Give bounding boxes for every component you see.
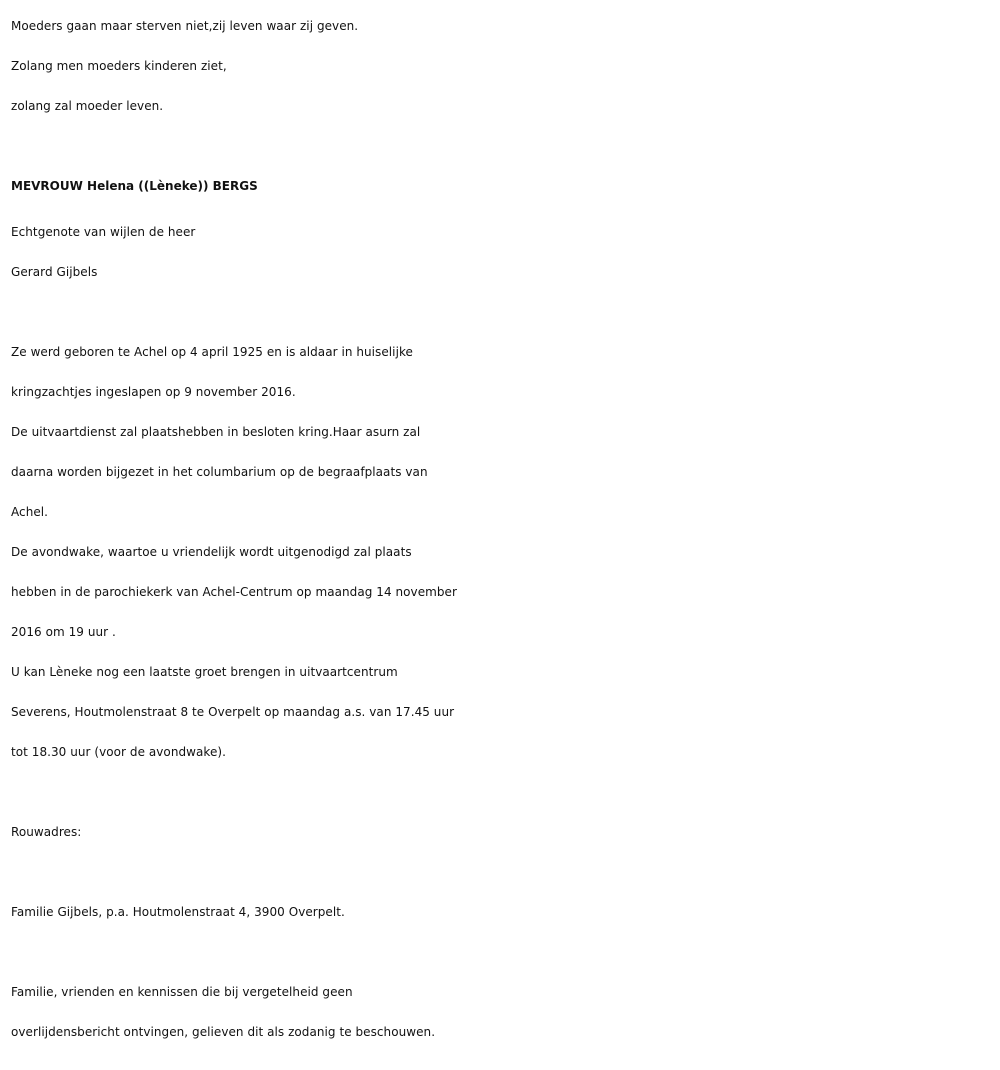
- body-line: 2016 om 19 uur .: [11, 625, 116, 639]
- spacer: [11, 772, 1000, 812]
- poem-line: Zolang men moeders kinderen ziet,: [11, 59, 227, 73]
- body-line: daarna worden bijgezet in het columbarium op de begraafplaats van: [11, 465, 428, 479]
- closing-line: overlijdensbericht ontvingen, gelieven dit als zodanig te beschouwen.: [11, 1025, 436, 1039]
- deceased-name-title: MEVROUW Helena ((Lèneke)) BERGS: [11, 179, 258, 193]
- mourning-address: Familie Gijbels, p.a. Houtmolenstraat 4, 3900 Overpelt.: [11, 905, 345, 919]
- spouse-line: Gerard Gijbels: [11, 265, 98, 279]
- poem: [11, 6, 1000, 126]
- body-line: tot 18.30 uur (voor de avondwake).: [11, 745, 227, 759]
- spacer: [11, 292, 1000, 332]
- notice-body: [11, 332, 1000, 772]
- body-line: Ze werd geboren te Achel op 4 april 1925 en is aldaar in huiselijke: [11, 345, 413, 359]
- spacer: [11, 932, 1000, 972]
- body-line: De avondwake, waartoe u vriendelijk wordt uitgenodigd zal plaats: [11, 545, 412, 559]
- spouse-line: Echtgenote van wijlen de heer: [11, 225, 196, 239]
- closing-line: Familie, vrienden en kennissen die bij vergetelheid geen: [11, 985, 353, 999]
- body-line: hebben in de parochiekerk van Achel-Centrum op maandag 14 november: [11, 585, 457, 599]
- body-line: Achel.: [11, 505, 49, 519]
- body-line: U kan Lèneke nog een laatste groet brengen in uitvaartcentrum: [11, 665, 398, 679]
- body-line: kringzachtjes ingeslapen op 9 november 2016.: [11, 385, 296, 399]
- poem-line: zolang zal moeder leven.: [11, 99, 164, 113]
- address-label: Rouwadres:: [11, 825, 82, 839]
- body-line: De uitvaartdienst zal plaatshebben in besloten kring.Haar asurn zal: [11, 425, 421, 439]
- body-line: Severens, Houtmolenstraat 8 te Overpelt op maandag a.s. van 17.45 uur: [11, 705, 455, 719]
- poem-line: Moeders gaan maar sterven niet,zij leven waar zij geven.: [11, 19, 359, 33]
- spacer: [11, 852, 1000, 892]
- closing-note: [11, 972, 1000, 1052]
- spouse-info: [11, 212, 1000, 292]
